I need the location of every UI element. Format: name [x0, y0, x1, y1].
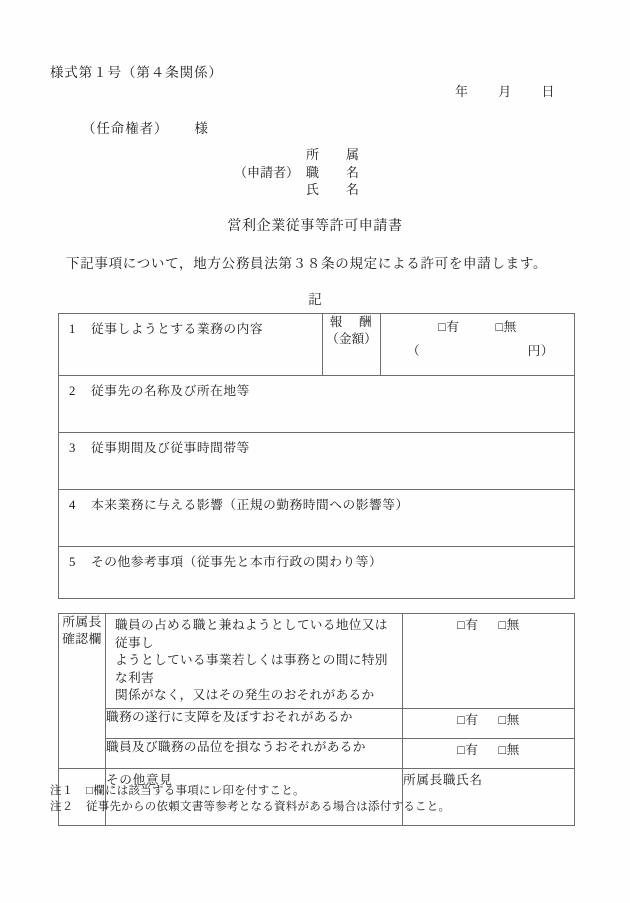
- supervisor-name-label: 所属長職氏名: [403, 772, 483, 787]
- confirmation-question-3: [106, 738, 403, 768]
- reward-checkbox-no[interactable]: □無: [495, 320, 517, 334]
- form-number: 様式第１号（第４条関係）: [50, 65, 223, 80]
- applicant-row-name: [231, 181, 366, 199]
- supervisor-label-line1: 所属長: [62, 615, 102, 629]
- row3-cell[interactable]: [59, 433, 575, 490]
- footnotes: [50, 783, 450, 815]
- confirmation-row-2: [59, 708, 575, 738]
- footnote-2-text: 従事先からの依頼文書等参考となる資料がある場合は添付すること。: [86, 801, 451, 813]
- footnote-2: [50, 799, 450, 815]
- row4-label-wrap: [59, 490, 574, 520]
- row3-label-wrap: [59, 433, 574, 463]
- row5-label: その他参考事項（従事先と本市行政の関わり等）: [91, 555, 383, 569]
- amount-unit: 円）: [527, 344, 554, 358]
- applicant-block: [231, 146, 366, 199]
- confirmation-answer-1[interactable]: [403, 614, 575, 709]
- applicant-row-affiliation: [231, 146, 366, 164]
- answer2-row: [403, 709, 574, 728]
- confirmation-question-2: [106, 708, 403, 738]
- date-year: 年: [455, 84, 469, 99]
- applicant-position-field: 職 名: [306, 164, 367, 180]
- row3-number: 3: [69, 441, 76, 455]
- reward-label-cell: [323, 314, 381, 376]
- table-row-3: [59, 433, 575, 490]
- question1-line1: 職員の占める職と兼ねようとしている地位又は従事し: [115, 618, 388, 650]
- table-row-5: [59, 547, 575, 599]
- applicant-group-label: （申請者）: [233, 164, 299, 180]
- footnote-1-marker: 注１: [50, 785, 74, 797]
- main-form-table: [58, 313, 575, 599]
- reward-label-line1: 報 酬: [329, 315, 374, 329]
- table-row-4: [59, 490, 575, 547]
- answer3-row: [403, 739, 574, 758]
- row3-label: 従事期間及び従事時間帯等: [91, 441, 250, 455]
- applicant-affiliation-field: 所 属: [306, 147, 367, 162]
- addressee-honorific: 様: [194, 121, 209, 136]
- confirmation-row-3: [59, 738, 575, 768]
- supervisor-label-line2: 確認欄: [62, 632, 102, 646]
- question1-line2: ようとしている事業若しくは事務との間に特別な利害: [115, 653, 388, 685]
- addressee-line: [82, 117, 209, 137]
- reward-label-wrap: [323, 314, 380, 348]
- date-day: 日: [541, 84, 556, 99]
- row2-cell[interactable]: [59, 376, 575, 433]
- confirmation-question-1: [106, 614, 403, 709]
- row1-label-wrap: [59, 314, 322, 344]
- amount-open-paren: （: [407, 344, 421, 358]
- confirmation-answer-2[interactable]: [403, 708, 575, 738]
- footnote-2-marker: 注２: [50, 801, 74, 813]
- reward-label-line2: （金額）: [326, 332, 377, 346]
- applicant-name-field: 氏 名: [306, 182, 367, 197]
- row1-label: 従事しようとする業務の内容: [91, 322, 264, 336]
- answer2-checkbox-no[interactable]: □無: [498, 712, 520, 727]
- row2-number: 2: [69, 384, 76, 398]
- addressee-label: （任命権者）: [82, 121, 169, 136]
- row2-label-wrap: [59, 376, 574, 406]
- intro-statement: 下記事項について，地方公務員法第３８条の規定による許可を申請します。: [66, 256, 548, 271]
- footnote-1-text: □欄には該当する事項にレ印を付すこと。: [86, 785, 305, 797]
- confirmation-answer-3[interactable]: [403, 738, 575, 768]
- footnote-1: [50, 783, 450, 799]
- answer3-checkbox-no[interactable]: □無: [498, 742, 520, 757]
- answer2-checkbox-yes[interactable]: □有: [457, 712, 479, 727]
- supervisor-section-label-cell: [59, 614, 106, 769]
- table-row-1: [59, 314, 575, 376]
- question1-line3: 関係がなく，又はその発生のおそれがあるか: [115, 688, 375, 702]
- page-title: 営利企業従事等許可申請書: [227, 219, 403, 234]
- row5-cell[interactable]: [59, 547, 575, 599]
- question2-line1: 職務の遂行に支障を及ぼすおそれがあるか: [106, 709, 353, 724]
- row4-label: 本来業務に与える影響（正規の勤務時間への影響等）: [91, 498, 409, 512]
- row1-content-cell[interactable]: [59, 314, 323, 376]
- answer1-row: [403, 614, 574, 633]
- reward-checkbox-yes[interactable]: □有: [438, 320, 460, 334]
- applicant-row-position: [231, 164, 366, 182]
- row2-label: 従事先の名称及び所在地等: [91, 384, 250, 398]
- ki-marker: 記: [308, 292, 322, 307]
- date-month: 月: [498, 84, 512, 99]
- table-row-2: [59, 376, 575, 433]
- row5-label-wrap: [59, 547, 574, 577]
- answer3-checkbox-yes[interactable]: □有: [457, 742, 479, 757]
- other-opinion-label: その他意見: [106, 772, 173, 787]
- row4-number: 4: [69, 498, 76, 512]
- row5-number: 5: [69, 555, 76, 569]
- reward-value-cell[interactable]: [381, 314, 575, 376]
- date-line: [455, 81, 555, 100]
- reward-amount-row: [381, 340, 574, 359]
- row4-cell[interactable]: [59, 490, 575, 547]
- question3-line1: 職員及び職務の品位を損なうおそれがあるか: [106, 739, 366, 754]
- answer1-checkbox-yes[interactable]: □有: [457, 618, 479, 632]
- row1-number: 1: [69, 322, 76, 336]
- answer1-checkbox-no[interactable]: □無: [498, 618, 520, 632]
- reward-checkbox-row: [381, 314, 574, 335]
- confirmation-row-1: [59, 614, 575, 709]
